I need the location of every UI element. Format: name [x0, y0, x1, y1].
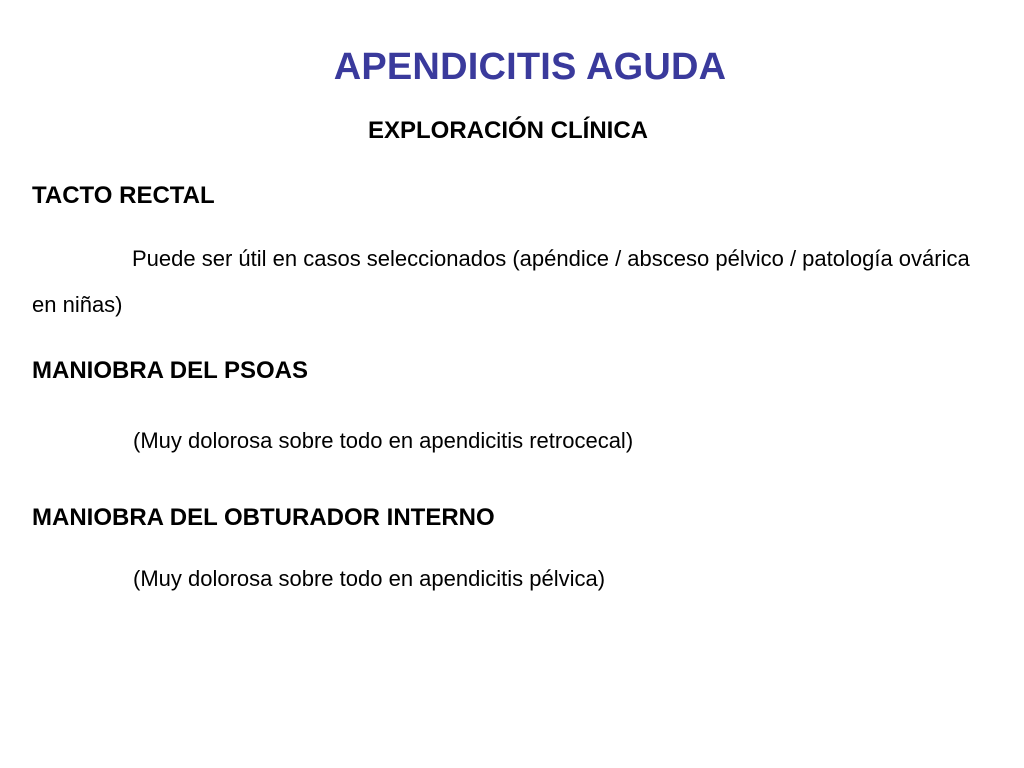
section-heading-tacto-rectal: TACTO RECTAL	[32, 182, 215, 209]
section-text-tacto-rectal: Puede ser útil en casos seleccionados (apéndice / absceso pélvico / patología ovárica en niñas)	[32, 246, 970, 317]
section-heading-maniobra-obturador: MANIOBRA DEL OBTURADOR INTERNO	[32, 504, 495, 531]
slide-title: APENDICITIS AGUDA	[333, 46, 727, 88]
section-text-maniobra-obturador: (Muy dolorosa sobre todo en apendicitis pélvica)	[133, 566, 606, 591]
slide-subtitle: EXPLORACIÓN CLÍNICA	[367, 117, 648, 144]
section-heading-maniobra-psoas: MANIOBRA DEL PSOAS	[32, 357, 309, 384]
section-text-maniobra-psoas: (Muy dolorosa sobre todo en apendicitis retrocecal)	[133, 428, 634, 453]
